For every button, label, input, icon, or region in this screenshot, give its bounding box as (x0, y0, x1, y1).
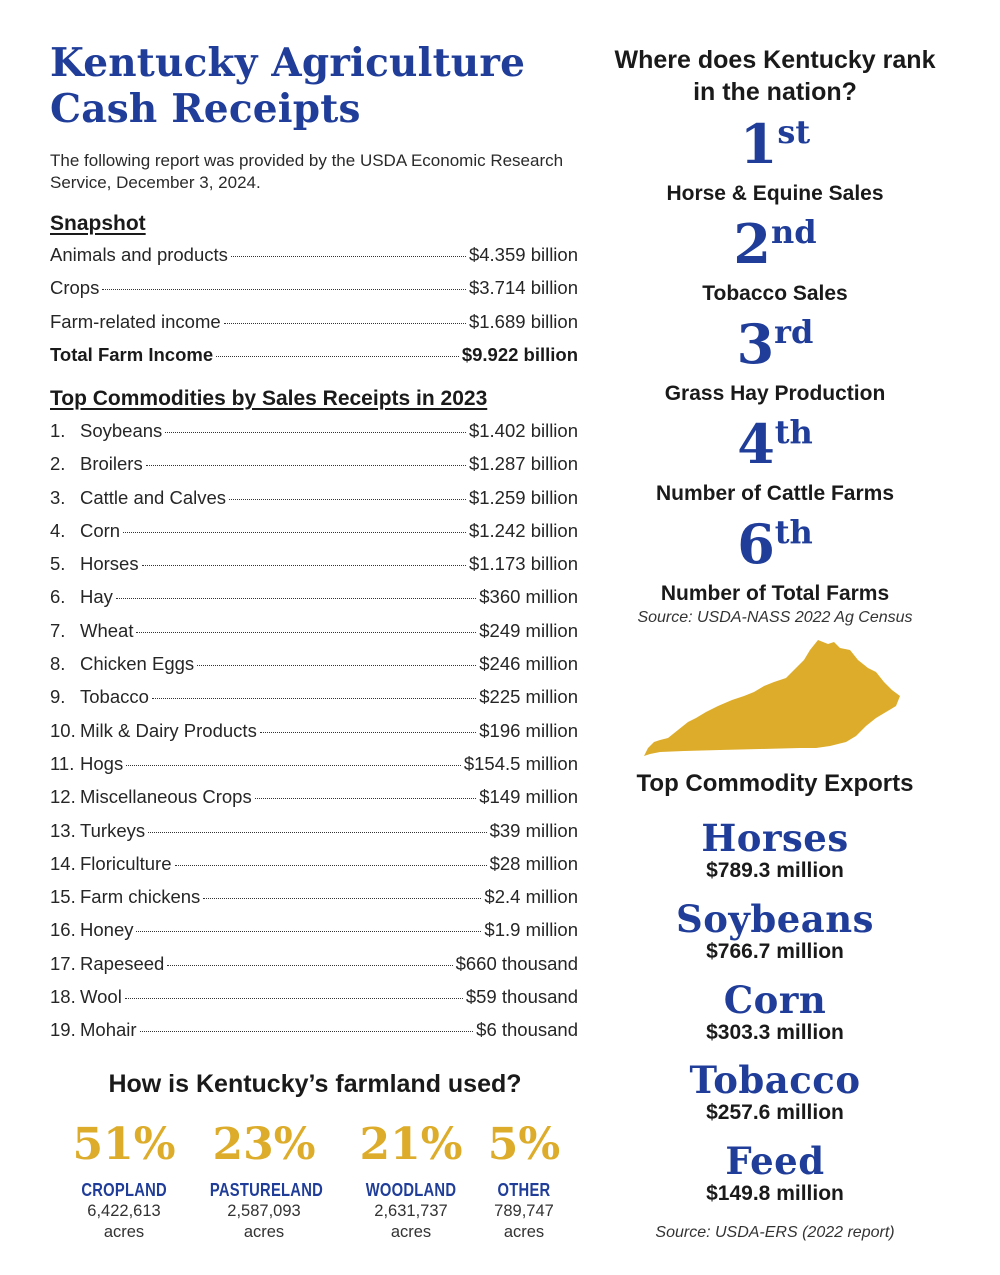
commodity-row (50, 1019, 578, 1052)
ranking-heading-line-1: Where does Kentucky rank (614, 46, 936, 74)
farmland-heading: How is Kentucky’s farmland used? (108, 1070, 522, 1098)
commodity-value: $1.259 billion (468, 486, 578, 508)
commodity-rank: 10. (50, 719, 76, 741)
commodity-label: Turkeys (80, 819, 146, 841)
farmland-other (480, 1118, 568, 1243)
snapshot-value: $4.359 billion (468, 244, 578, 265)
snapshot-label: Crops (50, 277, 100, 299)
farmland-woodland (352, 1118, 470, 1243)
commodity-label: Rapeseed (80, 952, 165, 974)
rank-digit: 1 (739, 112, 778, 176)
snapshot-total-row (50, 344, 578, 377)
commodity-row (50, 653, 578, 686)
farmland-label: PASTURELAND (209, 1180, 324, 1200)
snapshot-list (50, 244, 578, 377)
title-line-2: Cash Receipts (50, 86, 361, 132)
farmland-cropland (72, 1118, 176, 1243)
dot-leader (140, 1031, 474, 1032)
dot-leader (231, 256, 466, 257)
farmland-percent: 23% (212, 1119, 316, 1170)
commodity-row (50, 886, 578, 919)
snapshot-label: Total Farm Income (50, 343, 214, 365)
export-name: Feed (725, 1139, 825, 1183)
farmland-label: WOODLAND (365, 1180, 457, 1200)
commodity-rank: 15. (50, 886, 76, 908)
rank-digit: 6 (737, 512, 775, 576)
commodity-row (50, 953, 578, 986)
commodity-value: $28 million (489, 852, 578, 874)
farmland-unit: acres (103, 1223, 145, 1241)
dot-leader (123, 532, 466, 533)
dot-leader (142, 565, 466, 566)
ranking-heading (600, 44, 950, 108)
commodity-value: $149 million (479, 786, 578, 808)
dot-leader (116, 598, 476, 599)
farmland-acres: 6,422,613 (87, 1202, 161, 1220)
commodity-rank: 16. (50, 919, 76, 941)
rank-suffix: th (774, 513, 813, 551)
dot-leader (146, 465, 466, 466)
commodity-label: Miscellaneous Crops (80, 786, 252, 808)
farmland-unit: acres (503, 1223, 545, 1241)
dot-leader (125, 998, 463, 999)
export-name: Tobacco (689, 1058, 861, 1102)
commodity-label: Corn (80, 519, 121, 541)
commodity-row (50, 786, 578, 819)
commodity-label: Farm chickens (80, 886, 201, 908)
commodity-label: Soybeans (80, 420, 163, 441)
dot-leader (165, 432, 466, 433)
snapshot-value: $1.689 billion (468, 310, 578, 332)
dot-leader (167, 965, 452, 966)
kentucky-map-icon (640, 638, 902, 758)
farmland-unit: acres (243, 1223, 285, 1241)
export-tobacco (600, 1060, 950, 1126)
snapshot-row (50, 244, 578, 277)
exports-source: Source: USDA-ERS (2022 report) (655, 1224, 895, 1241)
commodity-label: Chicken Eggs (80, 653, 195, 675)
commodity-row (50, 520, 578, 553)
commodity-row (50, 686, 578, 719)
commodity-value: $660 thousand (455, 952, 578, 974)
commodity-label: Tobacco (80, 686, 149, 708)
dot-leader (216, 356, 459, 357)
export-value: $257.6 million (706, 1101, 844, 1124)
export-corn (600, 980, 950, 1046)
commodity-label: Honey (80, 919, 134, 941)
commodities-heading: Top Commodities by Sales Receipts in 2023 (50, 387, 488, 410)
rank-number (600, 214, 950, 282)
commodity-rank: 13. (50, 819, 76, 841)
rank-suffix: th (774, 413, 813, 451)
dot-leader (203, 898, 481, 899)
export-value: $789.3 million (706, 859, 844, 882)
rank-horse-equine (600, 114, 950, 206)
rank-label: Horse & Equine Sales (666, 182, 884, 205)
rank-digit: 2 (733, 212, 771, 276)
dot-leader (136, 632, 476, 633)
page-title (50, 40, 580, 132)
commodity-label: Wool (80, 986, 122, 1008)
commodity-row (50, 586, 578, 619)
snapshot-value: $9.922 billion (461, 343, 578, 365)
rank-number (600, 114, 950, 182)
commodity-label: Hay (80, 586, 113, 608)
commodity-value: $1.402 billion (468, 420, 578, 441)
commodity-row (50, 720, 578, 753)
dot-leader (136, 931, 481, 932)
exports-heading: Top Commodity Exports (636, 770, 914, 797)
commodity-row (50, 553, 578, 586)
rank-digit: 3 (736, 312, 775, 376)
rank-total-farms (600, 514, 950, 606)
commodity-rank: 9. (50, 686, 66, 708)
title-line-1: Kentucky Agriculture (50, 40, 526, 86)
rank-cattle-farms (600, 414, 950, 506)
farmland-acres: 2,587,093 (227, 1202, 301, 1220)
commodity-rank: 18. (50, 986, 76, 1008)
farmland-label: OTHER (497, 1180, 551, 1200)
commodity-row (50, 487, 578, 520)
commodity-rank: 14. (50, 852, 76, 874)
dot-leader (126, 765, 461, 766)
commodity-rank: 2. (50, 453, 66, 475)
commodity-label: Milk & Dairy Products (80, 719, 257, 741)
export-value: $766.7 million (706, 940, 844, 963)
rank-tobacco (600, 214, 950, 306)
commodity-rank: 8. (50, 653, 66, 675)
rank-label: Number of Total Farms (660, 582, 890, 605)
farmland-acres: 789,747 (494, 1202, 554, 1220)
export-horses (600, 818, 950, 884)
ranking-heading-line-2: in the nation? (693, 78, 857, 106)
commodity-row (50, 853, 578, 886)
snapshot-row (50, 311, 578, 344)
commodity-rank: 1. (50, 420, 66, 441)
farmland-unit: acres (390, 1223, 432, 1241)
dot-leader (255, 798, 477, 799)
commodity-value: $249 million (479, 619, 578, 641)
commodity-value: $360 million (479, 586, 578, 608)
rank-suffix: rd (774, 313, 814, 351)
export-name: Horses (701, 816, 849, 860)
commodity-rank: 19. (50, 1019, 76, 1041)
export-value: $303.3 million (706, 1021, 844, 1044)
commodity-value: $1.173 billion (468, 553, 578, 575)
commodity-row (50, 919, 578, 952)
commodity-label: Broilers (80, 453, 143, 475)
commodity-rank: 7. (50, 619, 66, 641)
export-name: Soybeans (675, 897, 874, 941)
commodity-label: Mohair (80, 1019, 137, 1041)
rank-label: Grass Hay Production (664, 382, 886, 405)
snapshot-label: Animals and products (50, 244, 228, 265)
commodity-value: $59 thousand (465, 986, 578, 1008)
commodity-value: $2.4 million (484, 886, 578, 908)
export-feed (600, 1141, 950, 1207)
commodity-row (50, 753, 578, 786)
farmland-percent: 21% (359, 1119, 463, 1170)
dot-leader (260, 732, 476, 733)
commodity-row (50, 620, 578, 653)
rank-number (600, 314, 950, 382)
dot-leader (175, 865, 487, 866)
dot-leader (152, 698, 476, 699)
intro-text: The following report was provided by the USDA Economic Research Service, December 3, 2024. (50, 151, 564, 192)
commodity-rank: 6. (50, 586, 66, 608)
commodity-rank: 17. (50, 952, 76, 974)
rank-suffix: st (777, 113, 811, 151)
ranking-source: Source: USDA-NASS 2022 Ag Census (637, 609, 913, 626)
export-soybeans (600, 899, 950, 965)
rank-label: Tobacco Sales (702, 282, 848, 305)
farmland-percent: 5% (487, 1119, 561, 1170)
dot-leader (229, 499, 466, 500)
commodity-value: $225 million (479, 686, 578, 708)
commodity-rank: 11. (50, 752, 75, 774)
commodity-value: $1.242 billion (468, 519, 578, 541)
export-name: Corn (723, 978, 827, 1022)
snapshot-label: Farm-related income (50, 310, 221, 332)
commodity-value: $154.5 million (463, 752, 578, 774)
snapshot-heading: Snapshot (50, 212, 146, 235)
farmland-acres: 2,631,737 (374, 1202, 448, 1220)
commodity-label: Horses (80, 553, 139, 575)
rank-suffix: nd (770, 213, 817, 251)
dot-leader (148, 832, 486, 833)
commodity-value: $196 million (479, 719, 578, 741)
dot-leader (102, 289, 466, 290)
rank-number (600, 414, 950, 482)
farmland-label: CROPLAND (81, 1180, 167, 1200)
export-value: $149.8 million (706, 1182, 844, 1205)
commodity-row (50, 820, 578, 853)
commodity-value: $39 million (489, 819, 578, 841)
snapshot-value: $3.714 billion (468, 277, 578, 299)
commodity-rank: 5. (50, 553, 66, 575)
dot-leader (197, 665, 476, 666)
commodity-label: Wheat (80, 619, 134, 641)
commodity-row (50, 453, 578, 486)
rank-number (600, 514, 950, 582)
commodity-label: Cattle and Calves (80, 486, 227, 508)
commodity-value: $1.9 million (484, 919, 578, 941)
dot-leader (224, 323, 466, 324)
rank-label: Number of Cattle Farms (655, 482, 895, 505)
commodity-rank: 4. (50, 519, 66, 541)
kentucky-state-shape (644, 640, 900, 756)
commodity-row (50, 420, 578, 453)
rank-grass-hay (600, 314, 950, 406)
commodities-list (50, 420, 578, 1053)
commodity-value: $6 thousand (476, 1019, 578, 1041)
commodity-label: Floriculture (80, 852, 172, 874)
snapshot-row (50, 277, 578, 310)
commodity-rank: 12. (50, 786, 76, 808)
commodity-value: $246 million (479, 653, 578, 675)
rank-digit: 4 (737, 412, 775, 476)
commodity-rank: 3. (50, 486, 66, 508)
commodity-label: Hogs (80, 752, 124, 774)
farmland-percent: 51% (72, 1119, 176, 1170)
farmland-pastureland (198, 1118, 330, 1243)
commodity-row (50, 986, 578, 1019)
commodity-value: $1.287 billion (468, 453, 578, 475)
